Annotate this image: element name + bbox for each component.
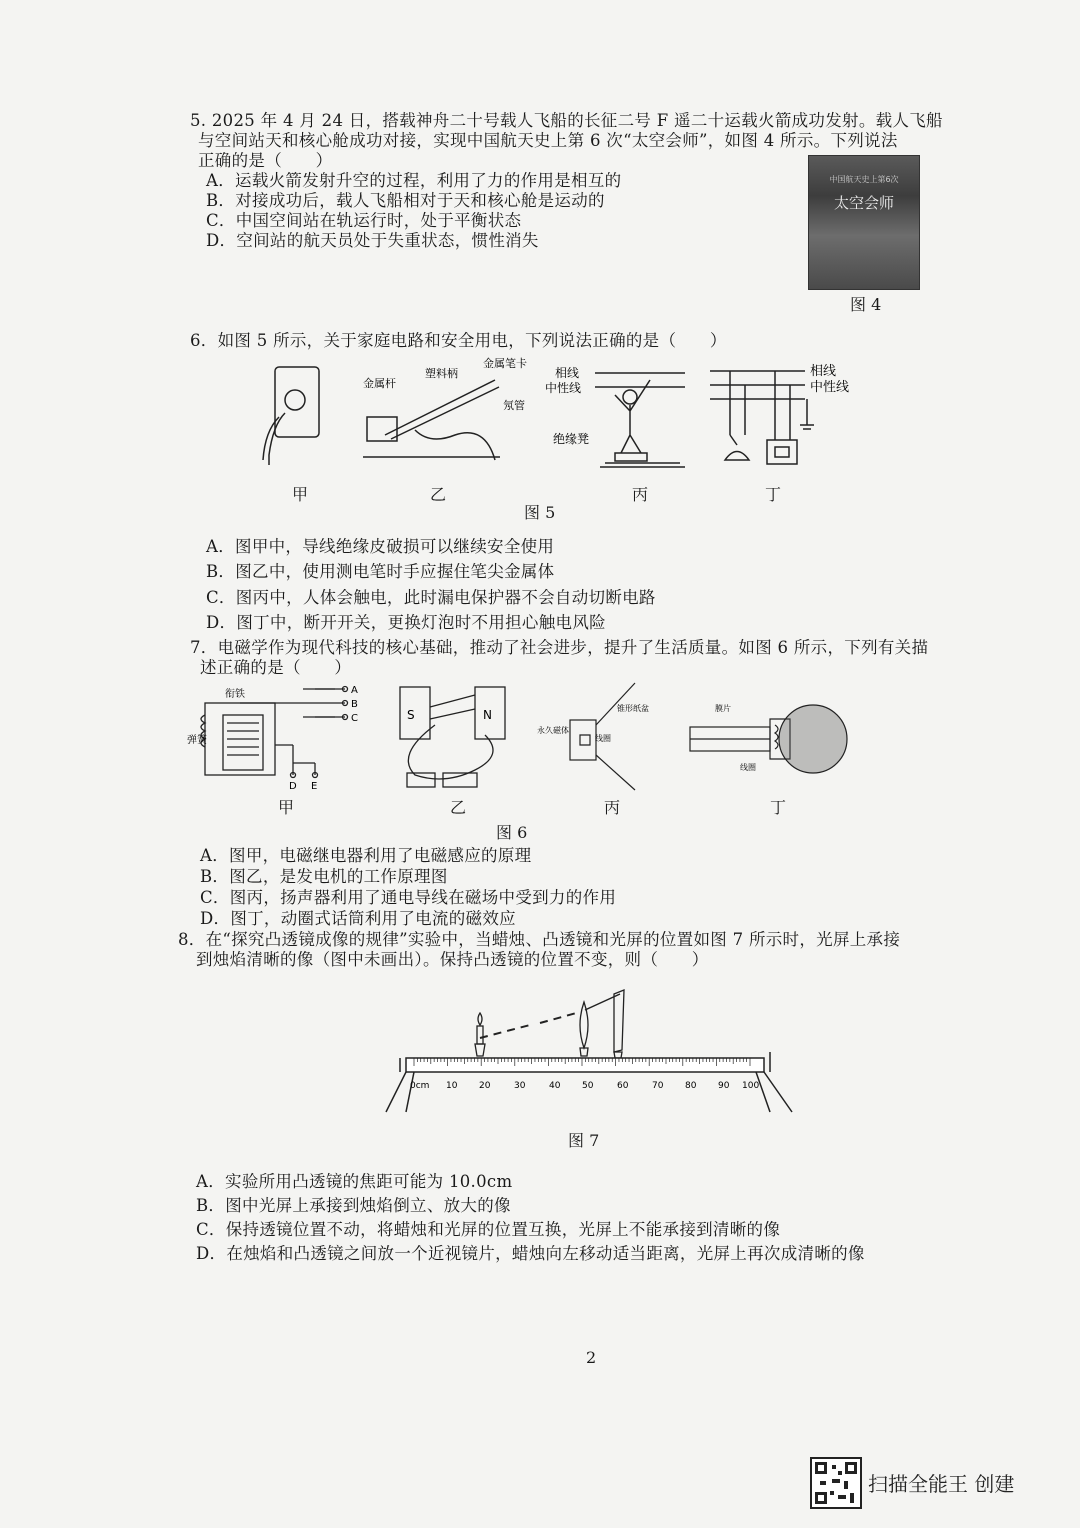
q7-option-c: C．图丙，扬声器利用了通电导线在磁场中受到力的作用 xyxy=(200,888,617,907)
light-screen xyxy=(614,990,624,1058)
tick-label-50: 50 xyxy=(582,1081,594,1091)
tick-label-90: 90 xyxy=(718,1081,730,1091)
figure-5-test-pen xyxy=(363,380,500,460)
q7-line1: 7．电磁学作为现代科技的核心基础，推动了社会进步，提升了生活质量。如图 6 所示，下列有关描 xyxy=(190,638,929,657)
figure-5-person-on-stool xyxy=(595,373,685,467)
figure-6-sub-c: 丙 xyxy=(604,798,621,817)
label-permanent-magnet: 永久磁体 xyxy=(537,726,569,735)
figure-5-sub-d: 丁 xyxy=(765,485,782,504)
label-terminal-e: E xyxy=(311,781,318,792)
q8-line2: 到烛焰清晰的像（图中未画出）。保持凸透镜的位置不变，则（ ） xyxy=(196,950,709,969)
convex-lens xyxy=(580,1002,588,1056)
q6-option-d: D．图丁中，断开开关，更换灯泡时不用担心触电风险 xyxy=(206,613,606,632)
figure-6 xyxy=(185,675,865,805)
label-terminal-d: D xyxy=(289,781,297,792)
label-metal-clip: 金属笔卡 xyxy=(483,357,527,370)
q6-option-c: C．图丙中，人体会触电，此时漏电保护器不会自动切断电路 xyxy=(206,588,656,607)
figure-6-sub-d: 丁 xyxy=(770,798,787,817)
qr-code xyxy=(810,1457,862,1509)
label-plastic-handle: 塑料柄 xyxy=(425,367,458,380)
tick-label-100: 100 xyxy=(742,1081,760,1091)
figure-6-magnet-wire xyxy=(400,687,505,787)
figure-6-relay xyxy=(201,687,348,778)
scanner-watermark: 扫描全能王 创建 xyxy=(868,1472,1015,1496)
page-number: 2 xyxy=(586,1348,597,1367)
label-phase-wire-c: 相线 xyxy=(555,366,580,380)
q5-line1: 5. 2025 年 4 月 24 日，搭载神舟二十号载人飞船的长征二号 F 遥二十运载火箭成功发射。载人飞船 xyxy=(190,111,943,130)
candle xyxy=(475,1013,485,1056)
label-metal-rod: 金属杆 xyxy=(363,377,396,390)
q6-stem: 6．如图 5 所示，关于家庭电路和安全用电，下列说法正确的是（ ） xyxy=(190,331,727,350)
q5-option-a: A．运载火箭发射升空的过程，利用了力的作用是相互的 xyxy=(206,171,622,190)
tick-label-60: 60 xyxy=(617,1081,629,1091)
label-insulated-stool: 绝缘凳 xyxy=(553,432,590,446)
label-terminal-b: B xyxy=(351,699,358,710)
tick-label-20: 20 xyxy=(479,1081,491,1091)
q5-option-b: B．对接成功后，载人飞船相对于天和核心舱是运动的 xyxy=(206,191,605,210)
label-coil-d: 线圈 xyxy=(740,763,756,772)
label-magnet-n: N xyxy=(483,708,492,722)
q7-option-a: A．图甲，电磁继电器利用了电磁感应的原理 xyxy=(200,846,532,865)
q7-option-d: D．图丁，动圈式话筒利用了电流的磁效应 xyxy=(200,909,516,928)
tick-label-10: 10 xyxy=(446,1081,458,1091)
q6-option-a: A．图甲中，导线绝缘皮破损可以继续安全使用 xyxy=(206,537,555,556)
figure-5-sub-a: 甲 xyxy=(292,485,309,504)
q8-line1: 8．在“探究凸透镜成像的规律”实验中，当蜡烛、凸透镜和光屏的位置如图 7 所示时，光屏上承接 xyxy=(178,930,901,949)
label-diaphragm: 膜片 xyxy=(715,704,731,713)
tick-label-30: 30 xyxy=(514,1081,526,1091)
figure-5-sub-b: 乙 xyxy=(430,485,447,504)
q7-line2: 述正确的是（ ） xyxy=(200,658,352,677)
q6-option-b: B．图乙中，使用测电笔时手应握住笔尖金属体 xyxy=(206,562,555,581)
figure-4-photo xyxy=(808,155,920,290)
label-coil-c: 线圈 xyxy=(595,734,611,743)
figure-5-caption: 图 5 xyxy=(524,503,556,522)
q8-option-a: A．实验所用凸透镜的焦距可能为 10.0cm xyxy=(196,1172,513,1191)
q5-line3: 正确的是（ ） xyxy=(198,151,333,170)
q5-option-d: D．空间站的航天员处于失重状态，惯性消失 xyxy=(206,231,539,250)
q8-option-d: D．在烛焰和凸透镜之间放一个近视镜片，蜡烛向左移动适当距离，光屏上再次成清晰的像 xyxy=(196,1244,865,1263)
label-spring: 弹簧 xyxy=(187,735,207,746)
tick-label-80: 80 xyxy=(685,1081,697,1091)
figure-5-lamp-circuit xyxy=(710,371,814,464)
figure-4-caption: 图 4 xyxy=(850,295,882,314)
tick-label-70: 70 xyxy=(652,1081,664,1091)
label-armature: 衔铁 xyxy=(225,689,245,700)
label-neutral-wire-c: 中性线 xyxy=(545,381,582,395)
figure-5-socket xyxy=(263,367,319,465)
figure-4-subtitle: 中国航天史上第6次 xyxy=(829,175,899,184)
label-phase-wire-d: 相线 xyxy=(810,364,837,379)
label-terminal-a: A xyxy=(351,685,358,696)
figure-5-sub-c: 丙 xyxy=(632,485,649,504)
label-neon: 氖管 xyxy=(503,399,525,412)
q5-line2: 与空间站天和核心舱成功对接，实现中国航天史上第 6 次“太空会师”，如图 4 所示。下列说法 xyxy=(198,131,898,150)
figure-7-optical-bench xyxy=(380,980,800,1120)
label-paper-cone: 锥形纸盆 xyxy=(617,704,649,713)
figure-6-caption: 图 6 xyxy=(496,823,528,842)
label-magnet-s: S xyxy=(407,708,415,722)
figure-4-title: 太空会师 xyxy=(833,194,894,212)
figure-6-sub-a: 甲 xyxy=(278,798,295,817)
figure-6-sub-b: 乙 xyxy=(450,798,467,817)
figure-6-microphone xyxy=(690,705,847,773)
label-neutral-wire-d: 中性线 xyxy=(810,380,850,395)
figure-7-caption: 图 7 xyxy=(568,1131,600,1150)
tick-label-40: 40 xyxy=(549,1081,561,1091)
label-terminal-c: C xyxy=(351,713,358,724)
q8-option-b: B．图中光屏上承接到烛焰倒立、放大的像 xyxy=(196,1196,511,1215)
q8-option-c: C．保持透镜位置不动，将蜡烛和光屏的位置互换，光屏上不能承接到清晰的像 xyxy=(196,1220,781,1239)
q5-option-c: C．中国空间站在轨运行时，处于平衡状态 xyxy=(206,211,522,230)
qr-code-pattern xyxy=(812,1459,860,1507)
tick-label-0: 0cm xyxy=(410,1081,430,1091)
q7-option-b: B．图乙，是发电机的工作原理图 xyxy=(200,867,448,886)
